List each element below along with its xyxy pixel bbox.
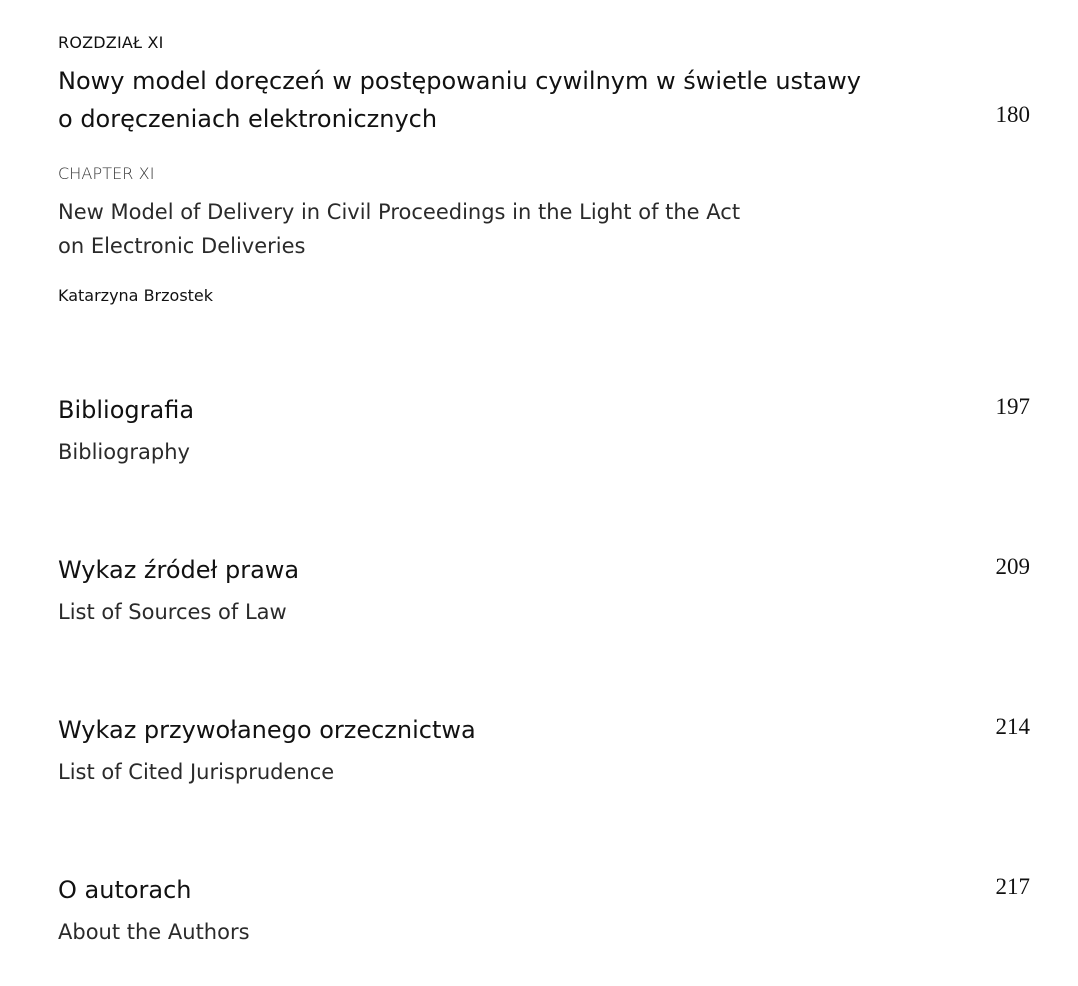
entry-page-number: 214	[995, 714, 1030, 739]
chapter-title-pl	[58, 62, 861, 138]
entry-page-number: 209	[995, 554, 1030, 579]
chapter-title-en	[58, 195, 740, 263]
chapter-title-pl-line2: o doręczeniach elektronicznych	[58, 105, 438, 133]
entry-title-en: About the Authors	[58, 920, 250, 944]
entry-page-number: 197	[995, 394, 1030, 419]
chapter-label-en: CHAPTER XI	[58, 164, 155, 183]
entry-title-pl: Bibliografia	[58, 396, 195, 424]
chapter-author: Katarzyna Brzostek	[58, 286, 214, 305]
chapter-title-en-line2: on Electronic Deliveries	[58, 234, 306, 258]
entry-title-pl: Wykaz źródeł prawa	[58, 556, 300, 584]
entry-title-en: Bibliography	[58, 440, 190, 464]
chapter-label-pl: ROZDZIAŁ XI	[58, 33, 164, 52]
chapter-page-number: 180	[995, 102, 1030, 127]
entry-title-en: List of Sources of Law	[58, 600, 287, 624]
entry-page-number: 217	[995, 874, 1030, 899]
entry-title-pl: Wykaz przywołanego orzecznictwa	[58, 716, 476, 744]
entry-title-en: List of Cited Jurisprudence	[58, 760, 335, 784]
entry-title-pl: O autorach	[58, 876, 192, 904]
chapter-title-pl-line1: Nowy model doręczeń w postępowaniu cywilnym w świetle ustawy	[58, 67, 861, 95]
chapter-title-en-line1: New Model of Delivery in Civil Proceedings in the Light of the Act	[58, 200, 741, 224]
